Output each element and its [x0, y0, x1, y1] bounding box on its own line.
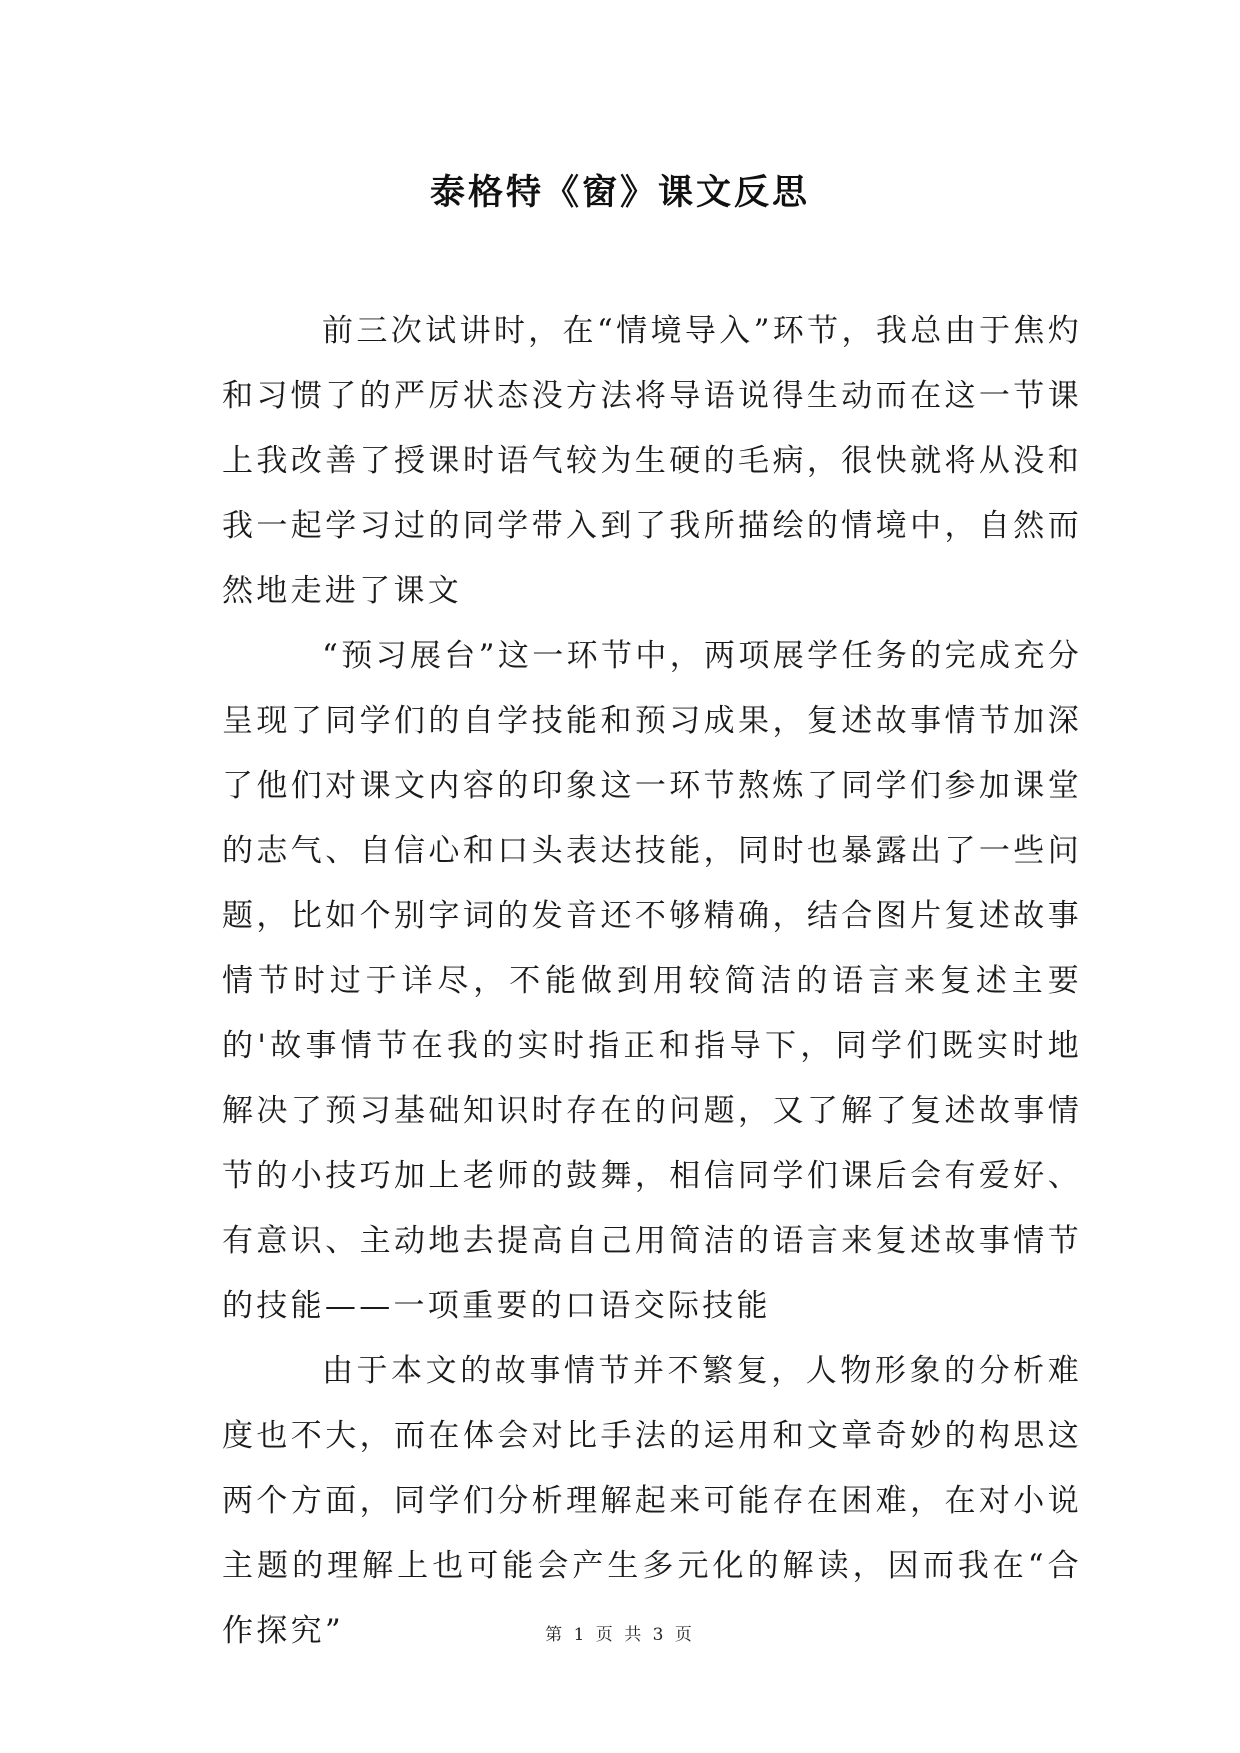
- paragraph-1: 前三次试讲时，在“情境导入”环节，我总由于焦灼和习惯了的严厉状态没方法将导语说得生动而在这一节课上我改善了授课时语气较为生硬的毛病，很快就将从没和我一起学习过的同学带入到了我所描绘的情境中，自然而然地走进了课文: [222, 313, 1082, 609]
- page-number-footer: 第 1 页 共 3 页: [545, 1625, 695, 1645]
- paragraph-2: “预习展台”这一环节中，两项展学任务的完成充分呈现了同学们的自学技能和预习成果，复述故事情节加深了他们对课文内容的印象这一环节熬炼了同学们参加课堂的志气、自信心和口头表达技能，同时也暴露出了一些问题，比如个别字词的发音还不够精确，结合图片复述故事情节时过于详尽，不能做到用较简洁的语言来复述主要的'故事情节在我的实时指正和指导下，同学们既实时地解决了预习基础知识时存在的问题，又了解了复述故事情节的小技巧加上老师的鼓舞，相信同学们课后会有爱好、有意识、主动地去提高自己用简洁的语言来复述故事情节的技能——一项重要的口语交际技能: [222, 638, 1082, 1324]
- document-body: [222, 299, 1082, 1664]
- document-title: 泰格特《窗》课文反思: [429, 172, 810, 213]
- paragraph-3: 由于本文的故事情节并不繁复，人物形象的分析难度也不大，而在体会对比手法的运用和文章奇妙的构思这两个方面，同学们分析理解起来可能存在困难，在对小说主题的理解上也可能会产生多元化的解读，因而我在“合作探究”: [222, 1353, 1082, 1649]
